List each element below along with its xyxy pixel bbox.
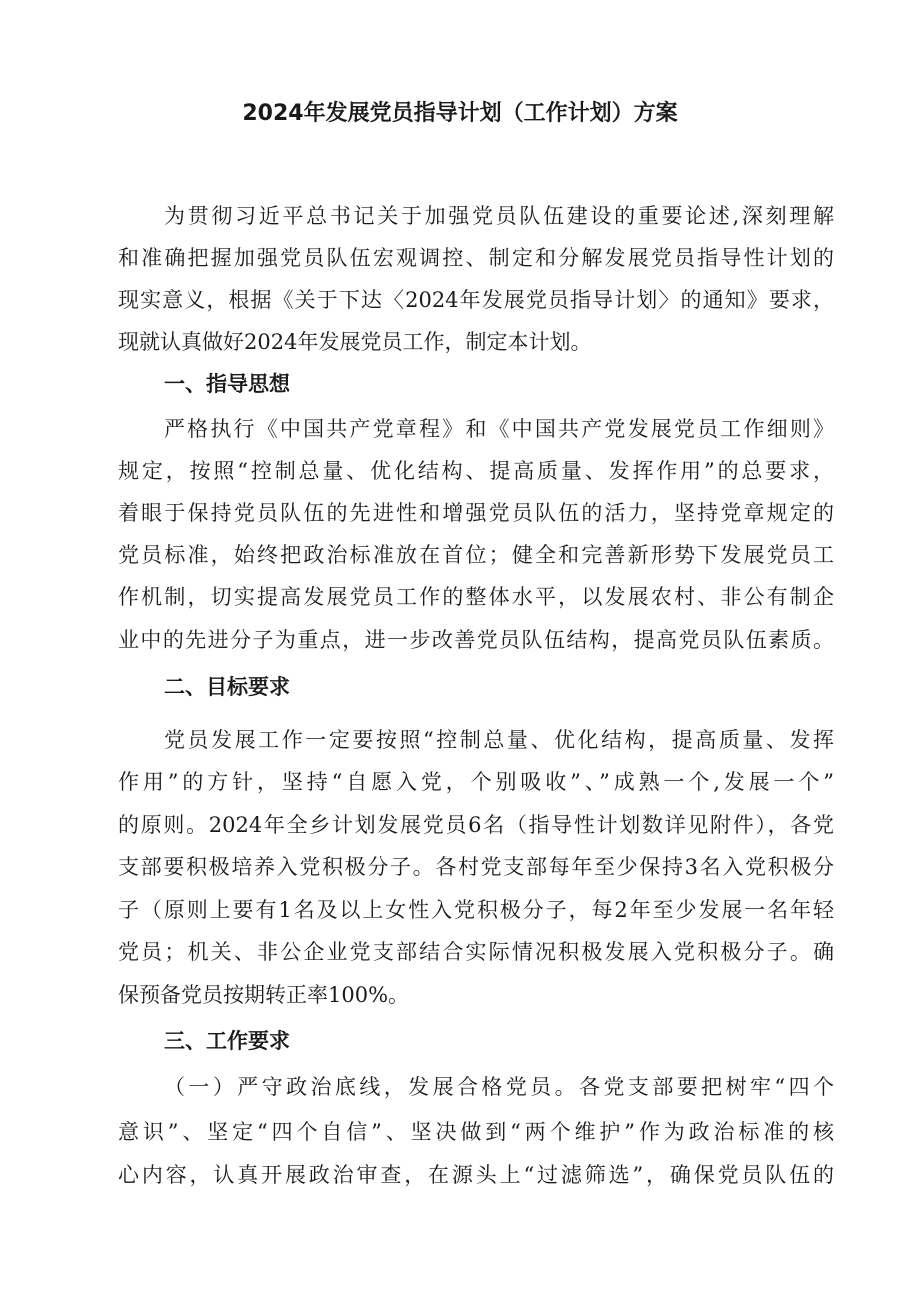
paragraph-line: 规定，按照“控制总量、优化结构、提高质量、发挥作用”的总要求， [118, 459, 834, 483]
document-title: 2024年发展党员指导计划（工作计划）方案 [242, 101, 678, 126]
paragraph-line: 作机制，切实提高发展党员工作的整体水平，以发展农村、非公有制企 [118, 585, 834, 609]
paragraph-line: 子（原则上要有1名及以上女性入党积极分子，每2年至少发展一名年轻 [118, 898, 834, 922]
paragraph-line: 心内容，认真开展政治审查，在源头上“过滤筛选”，确保党员队伍的 [118, 1163, 834, 1187]
paragraph-line: 作用”的方针，坚持“自愿入党，个别吸收”、”成熟一个,发展一个” [118, 770, 834, 794]
paragraph-line: 党员标准，始终把政治标准放在首位；健全和完善新形势下发展党员工 [118, 543, 834, 567]
paragraph-line: 意识”、坚定“四个自信”、坚决做到“两个维护”作为政治标准的核 [118, 1120, 834, 1144]
paragraph-line: （一）严守政治底线，发展合格党员。各党支部要把树牢“四个 [164, 1075, 834, 1099]
section-heading: 三、工作要求 [164, 1029, 290, 1053]
paragraph-line: 现实意义，根据《关于下达〈2024年发展党员指导计划〉的通知》要求， [118, 288, 834, 312]
paragraph-line: 的原则。2024年全乡计划发展党员6名（指导性计划数详见附件），各党 [118, 813, 834, 837]
section-heading: 一、指导思想 [164, 372, 290, 396]
paragraph-line: 和准确把握加强党员队伍宏观调控、制定和分解发展党员指导性计划的 [118, 246, 834, 270]
paragraph-line: 业中的先进分子为重点，进一步改善党员队伍结构，提高党员队伍素质。 [118, 628, 834, 652]
section-heading: 二、目标要求 [164, 675, 290, 699]
paragraph-line: 党员发展工作一定要按照“控制总量、优化结构，提高质量、发挥 [164, 728, 834, 752]
paragraph-line: 党员；机关、非公企业党支部结合实际情况积极发展入党积极分子。确 [118, 940, 834, 964]
paragraph-line: 着眼于保持党员队伍的先进性和增强党员队伍的活力，坚持党章规定的 [118, 501, 834, 525]
paragraph-line: 现就认真做好2024年发展党员工作，制定本计划。 [118, 330, 592, 354]
paragraph-line: 保预备党员按期转正率100%。 [118, 983, 410, 1007]
paragraph-line: 支部要积极培养入党积极分子。各村党支部每年至少保持3名入党积极分 [118, 855, 834, 879]
paragraph-line: 严格执行《中国共产党章程》和《中国共产党发展党员工作细则》 [164, 417, 834, 441]
paragraph-line: 为贯彻习近平总书记关于加强党员队伍建设的重要论述,深刻理解 [164, 204, 834, 228]
